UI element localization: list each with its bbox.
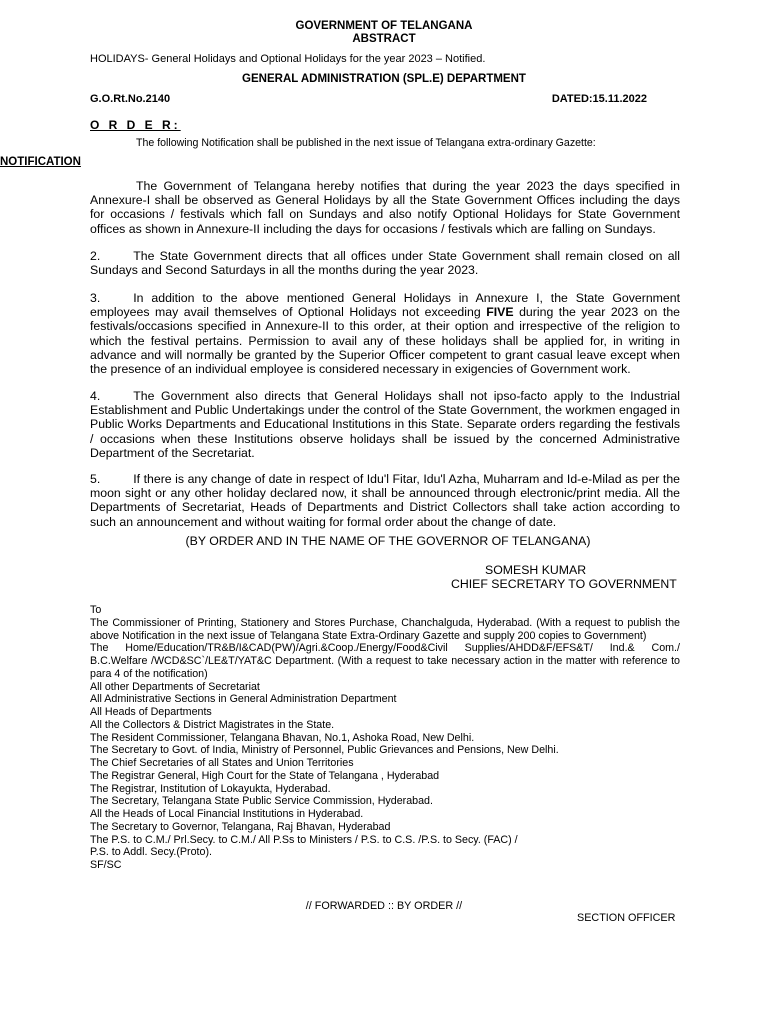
dated: DATED:15.11.2022 <box>551 93 647 105</box>
paragraph-1 <box>90 179 680 236</box>
signatory-name: SOMESH KUMAR <box>485 563 587 577</box>
paragraph-5-text: If there is any change of date in respect of Idu'l Fitar, Idu'l Azha, Muharram and Id-e-Milad as per the moon sight or any other holiday declared now, it shall be announced through electronic/print media. All the Departments of Secretariat, Heads of Departments and District Collectors shall take action according to such an announcement and without waiting for formal order about the change of date. <box>90 472 680 529</box>
paragraph-2 <box>90 249 680 277</box>
paragraph-2-number: 2. <box>90 249 101 263</box>
distribution-item: The Chief Secretaries of all States and Union Territories <box>90 757 354 769</box>
department-title: GENERAL ADMINISTRATION (SPL.E) DEPARTMENT <box>242 73 526 85</box>
go-number: G.O.Rt.No.2140 <box>90 93 171 105</box>
distribution-to: To <box>90 604 102 616</box>
signatory-designation: CHIEF SECRETARY TO GOVERNMENT <box>451 577 677 591</box>
paragraph-5-number: 5. <box>90 472 101 486</box>
paragraph-4-text: The Government also directs that General Holidays shall not ipso-facto apply to the Industrial Establishment and Public Undertakings under the control of the State Government, the workmen engaged in Public Works Departments and Educational Institutions in this State. Separate orders regarding the festivals / occasions when these Institutions observe holidays shall be issued by the concerned Administrative Department of the Secretariat. <box>90 389 680 460</box>
paragraph-3-text-b: during the year 2023 on the festivals/occasions specified in Annexure-II to this order, at their option and irrespective of the religion to which the festival pertains. Permission to avail any of these holidays shall be applied for, in writing in advance and will normally be granted by the Superior Officer competent to grant casual leave except when the presence of an individual employee is considered necessary in exigencies of Government work. <box>90 305 681 377</box>
distribution-item: The Secretary, Telangana State Public Service Commission, Hyderabad. <box>90 795 433 808</box>
by-order-line: (BY ORDER AND IN THE NAME OF THE GOVERNOR OF TELANGANA) <box>185 534 591 548</box>
distribution-item: The Registrar, Institution of Lokayukta, Hyderabad. <box>90 782 331 795</box>
paragraph-1-text: The Government of Telangana hereby notifies that during the year 2023 the days specified in Annexure-I shall be observed as General Holidays by all the State Government Offices including the days for occasions / festivals which fall on Sundays and also notify Optional Holidays for State Government offices as shown in Annexure-II including the days for occasions / festivals which are falling on Sundays. <box>90 179 680 236</box>
order-intro: The following Notification shall be published in the next issue of Telangana extra-ordinary Gazette: <box>136 137 596 149</box>
distribution-item: All the Heads of Local Financial Institutions in Hyderabad. <box>90 808 364 820</box>
distribution-item: The Registrar General, High Court for the State of Telangana , Hyderabad <box>90 769 440 782</box>
paragraph-3-number: 3. <box>90 291 101 305</box>
government-title: GOVERNMENT OF TELANGANA <box>295 20 473 32</box>
paragraph-4 <box>90 389 680 460</box>
distribution-list <box>90 604 680 872</box>
distribution-item: P.S. to Addl. Secy.(Proto). <box>90 846 212 859</box>
paragraph-3-text-a: In addition to the above mentioned General Holidays in Annexure I, the State Government employees may avail themselves of Optional Holidays not exceeding <box>90 291 680 320</box>
forwarded-line: // FORWARDED :: BY ORDER // <box>305 900 463 912</box>
distribution-item: All the Collectors & District Magistrates in the State. <box>90 718 335 731</box>
distribution-item: All Administrative Sections in General Administration Department <box>90 693 397 706</box>
order-heading: O R D E R: <box>90 118 181 132</box>
abstract-title: ABSTRACT <box>352 33 416 45</box>
paragraph-4-number: 4. <box>90 389 101 403</box>
paragraph-2-text: The State Government directs that all offices under State Government shall remain closed on all Sundays and Second Saturdays in all the months during the year 2023. <box>90 249 680 278</box>
paragraph-3 <box>90 291 680 376</box>
subject-line: HOLIDAYS- General Holidays and Optional Holidays for the year 2023 – Notified. <box>90 53 486 65</box>
distribution-item: All other Departments of Secretariat <box>90 680 260 693</box>
paragraph-3-emphasis: FIVE <box>486 305 514 320</box>
paragraph-5 <box>90 472 680 529</box>
notification-heading: NOTIFICATION <box>0 156 81 168</box>
distribution-item: The Home/Education/TR&B/I&CAD(PW)/Agri.&Coop./Energy/Food&Civil Supplies/AHDD&F/EFS&T/ Ind.& Com./ B.C.Welfare /WCD&SC`/LE&T/YAT&C Department. (With a request to take necessary action in the matter with reference to para 4 of the notification) <box>90 642 680 680</box>
distribution-item: The Resident Commissioner, Telangana Bhavan, No.1, Ashoka Road, New Delhi. <box>90 731 475 744</box>
distribution-item: SF/SC <box>90 859 122 871</box>
distribution-item: The Secretary to Governor, Telangana, Raj Bhavan, Hyderabad <box>90 820 391 833</box>
distribution-item: The Commissioner of Printing, Stationery and Stores Purchase, Chanchalguda, Hyderabad. (With a request to publish the above Notification in the next issue of Telangana State Extra-Ordinary Gazette and supply 200 copies to Government) <box>90 616 680 642</box>
distribution-item: All Heads of Departments <box>90 706 212 718</box>
section-officer: SECTION OFFICER <box>577 912 676 924</box>
distribution-item: The P.S. to C.M./ Prl.Secy. to C.M./ All P.Ss to Ministers / P.S. to C.S. /P.S. to Secy. (FAC) / <box>90 833 518 846</box>
distribution-item: The Secretary to Govt. of India, Ministry of Personnel, Public Grievances and Pensions, New Delhi. <box>90 744 559 757</box>
